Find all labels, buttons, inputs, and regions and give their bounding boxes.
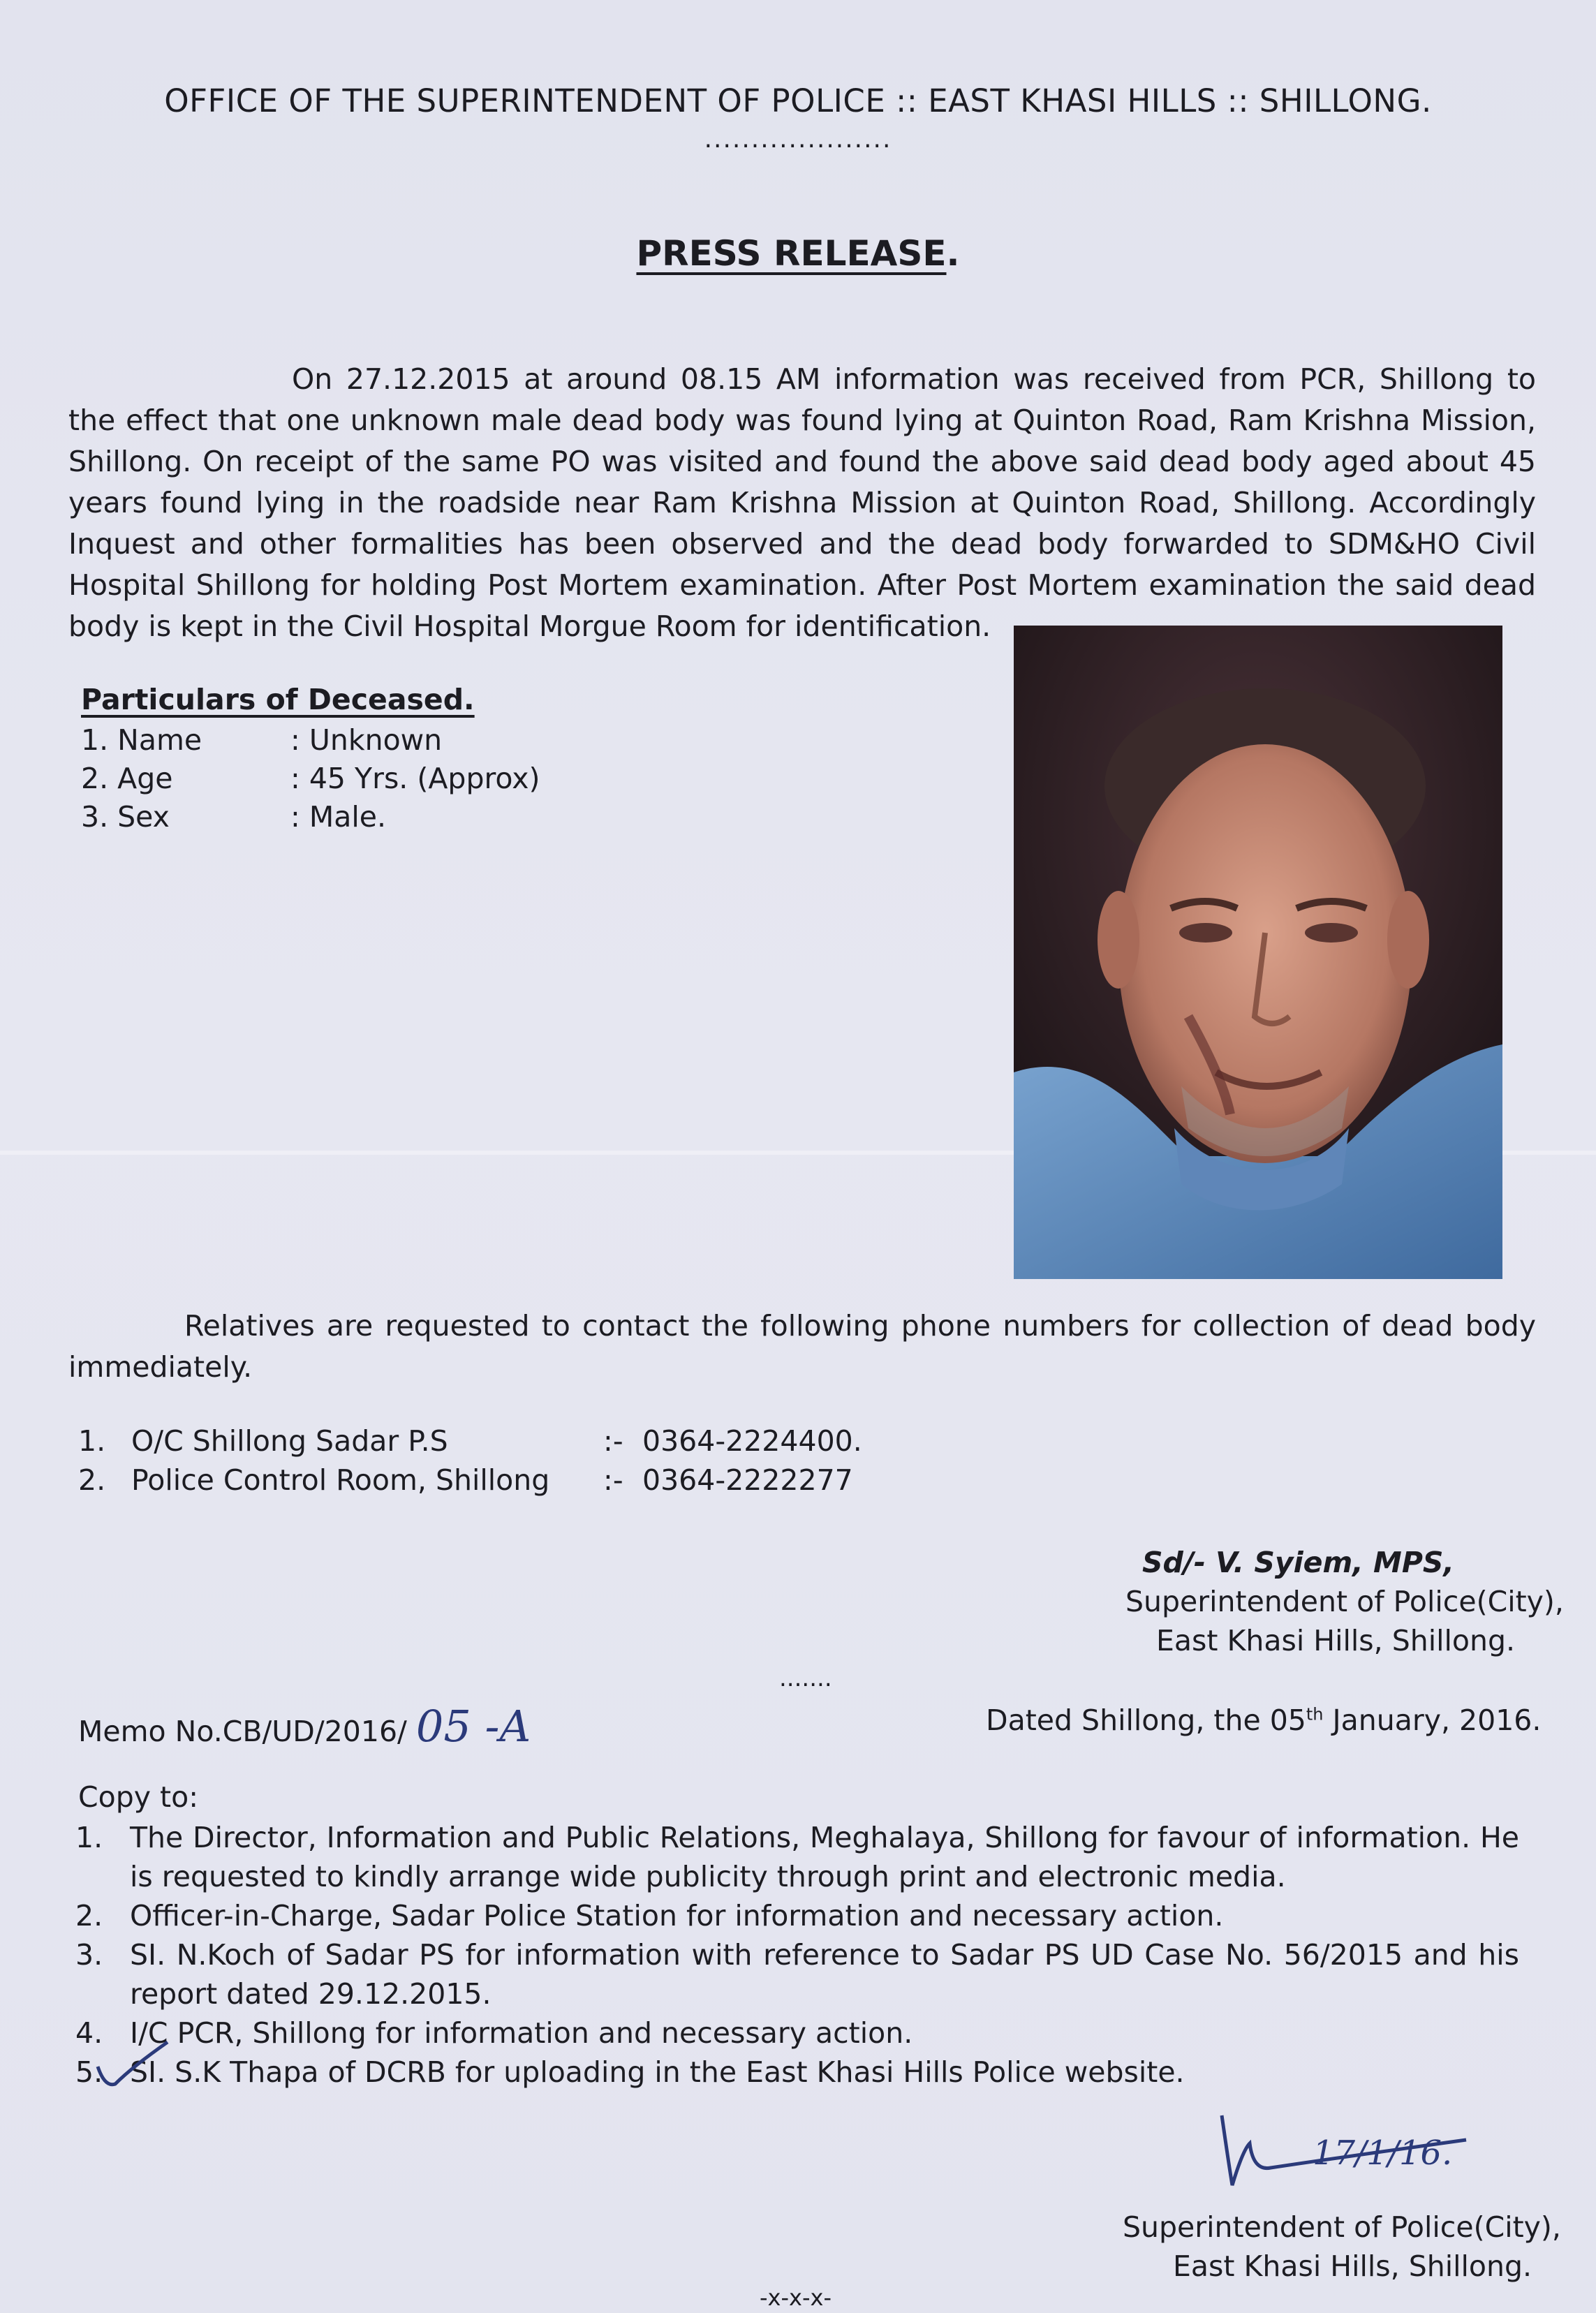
deceased-portrait-illustration	[1014, 626, 1502, 1279]
body-paragraph	[68, 359, 1536, 647]
copy-item-number: 5.	[75, 2055, 103, 2089]
contact-phone: 0364-2224400.	[642, 1424, 862, 1458]
title-period: .	[946, 233, 960, 274]
copy-item-text: SI. N.Koch of Sadar PS for information with reference to Sadar PS UD Case No. 56/2015 and his report dated 29.12.2015.	[130, 1938, 1519, 2011]
separator-dots: .......	[779, 1664, 832, 1692]
particular-label: 1. Name	[81, 723, 202, 757]
particular-value: : Male.	[290, 800, 386, 834]
copy-item-text: SI. S.K Thapa of DCRB for uploading in the East Khasi Hills Police website.	[130, 2055, 1185, 2089]
date-suffix: January, 2016.	[1323, 1704, 1542, 1737]
copy-item-number: 4.	[75, 2016, 103, 2050]
particulars-heading: Particulars of Deceased.	[81, 683, 475, 716]
memo-date	[986, 1704, 1541, 1737]
deceased-photo	[1014, 626, 1502, 1279]
tick-mark-icon	[91, 2039, 175, 2094]
particular-value: : 45 Yrs. (Approx)	[290, 762, 540, 795]
memo-handwritten-number: 05 -A	[415, 1701, 531, 1752]
contact-phone: 0364-2222277	[642, 1463, 853, 1497]
date-prefix: Dated Shillong, the 05	[986, 1704, 1306, 1737]
relatives-paragraph-text: Relatives are requested to contact the following phone numbers for collection of dead body immediately.	[68, 1309, 1536, 1384]
particular-value: : Unknown	[290, 723, 443, 757]
handwritten-date: 17/1/16.	[1313, 2134, 1453, 2173]
copy-item-1	[75, 1818, 1519, 1896]
final-designation: Superintendent of Police(City),	[1123, 2210, 1561, 2244]
contact-number: 1.	[78, 1424, 106, 1458]
copy-item-3	[75, 1935, 1519, 2013]
particular-label: 3. Sex	[81, 800, 170, 834]
body-paragraph-text: On 27.12.2015 at around 08.15 AM information was received from PCR, Shillong to the effect that one unknown male dead body was found lying at Quinton Road, Ram Krishna Mission, Shillong. On receipt of the same PO was visited and found the above said dead body aged about 45 years found lying in the roadside near Ram Krishna Mission at Quinton Road, Shillong. Accordingly Inquest and other formalities has been observed and the dead body forwarded to SDM&HO Civil Hospital Shillong for holding Post Mortem examination. After Post Mortem examination the said dead body is kept in the Civil Hospital Morgue Room for identification.	[68, 362, 1536, 643]
particular-label: 2. Age	[81, 762, 173, 795]
signatory-location: East Khasi Hills, Shillong.	[1156, 1624, 1516, 1657]
copy-item-number: 3.	[75, 1938, 103, 1972]
contact-label: O/C Shillong Sadar P.S	[131, 1424, 448, 1458]
office-title: OFFICE OF THE SUPERINTENDENT OF POLICE :: EAST KHASI HILLS :: SHILLONG.	[164, 82, 1432, 119]
date-suffix-sup: th	[1306, 1704, 1324, 1724]
copy-to-heading: Copy to:	[78, 1780, 199, 1814]
copy-item-number: 2.	[75, 1899, 103, 1933]
end-mark: -x-x-x-	[760, 2284, 832, 2311]
signatory-name: Sd/- V. Syiem, MPS,	[1142, 1546, 1454, 1579]
memo-number	[78, 1701, 531, 1752]
header-dots: ....................	[704, 125, 892, 154]
copy-item-2	[75, 1896, 1519, 1935]
contact-separator: :-	[603, 1463, 623, 1497]
contact-separator: :-	[603, 1424, 623, 1458]
signatory-designation: Superintendent of Police(City),	[1125, 1585, 1564, 1618]
copy-item-4	[75, 2013, 1519, 2053]
press-release-title	[0, 233, 1596, 274]
contact-label: Police Control Room, Shillong	[131, 1463, 550, 1497]
title-text: PRESS RELEASE	[636, 233, 947, 274]
copy-item-text: Officer-in-Charge, Sadar Police Station for information and necessary action.	[130, 1899, 1224, 1933]
office-header	[0, 82, 1596, 154]
final-location: East Khasi Hills, Shillong.	[1173, 2249, 1532, 2283]
memo-label: Memo No.CB/UD/2016/	[78, 1715, 407, 1748]
copy-item-number: 1.	[75, 1821, 103, 1854]
relatives-paragraph	[68, 1306, 1536, 1388]
contact-number: 2.	[78, 1463, 106, 1497]
copy-item-text: I/C PCR, Shillong for information and necessary action.	[130, 2016, 913, 2050]
copy-item-text: The Director, Information and Public Relations, Meghalaya, Shillong for favour of information. He is requested to kindly arrange wide publicity through print and electronic media.	[130, 1821, 1519, 1893]
copy-item-5	[75, 2053, 1519, 2092]
